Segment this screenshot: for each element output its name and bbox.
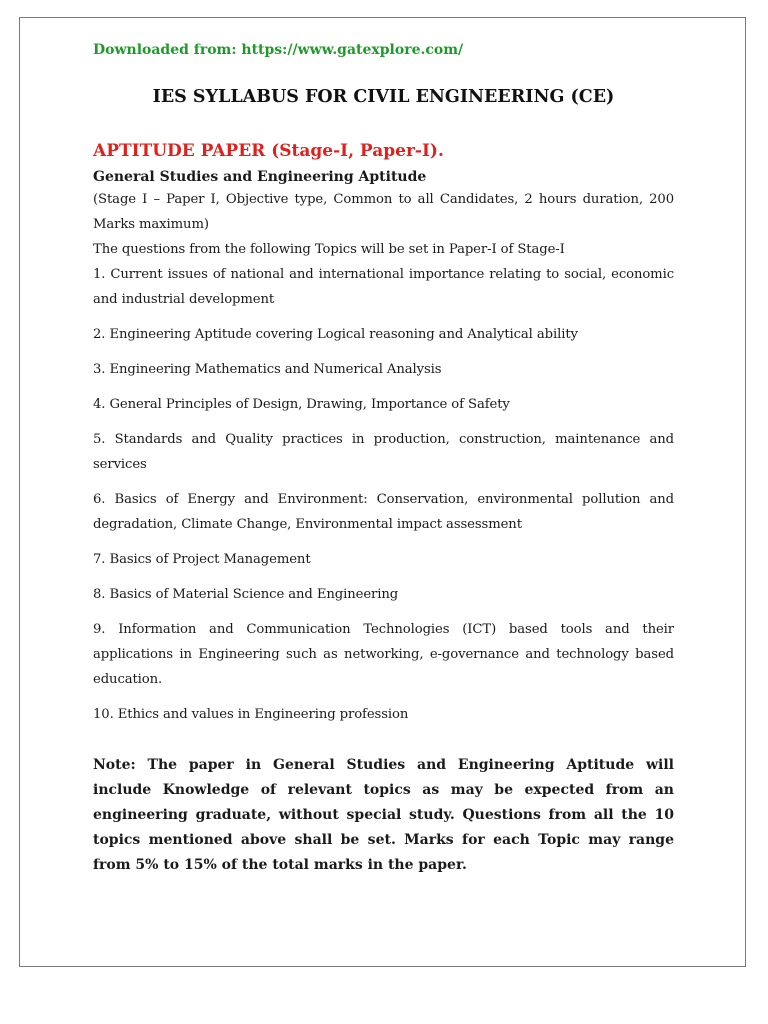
sub-heading: General Studies and Engineering Aptitude xyxy=(93,169,427,185)
topic-item: 3. Engineering Mathematics and Numerical Analysis xyxy=(93,362,442,377)
topic-item: 4. General Principles of Design, Drawing, Importance of Safety xyxy=(93,397,510,412)
topic-item: 7. Basics of Project Management xyxy=(93,552,311,567)
section-heading: APTITUDE PAPER (Stage-I, Paper-I). xyxy=(93,141,444,161)
topic-item: 9. Information and Communication Technologies (ICT) based tools and their applications in Engineering such as networking, e-governance and technology based education. xyxy=(93,622,674,687)
topic-item: 10. Ethics and values in Engineering profession xyxy=(93,707,409,722)
topic-item: 5. Standards and Quality practices in production, construction, maintenance and services xyxy=(93,432,674,472)
topic-item: 1. Current issues of national and international importance relating to social, economic and industrial development xyxy=(93,267,674,307)
topic-item: 6. Basics of Energy and Environment: Conservation, environmental pollution and degradation, Climate Change, Environmental impact assessment xyxy=(93,492,674,532)
document-body xyxy=(93,40,674,878)
note-paragraph: Note: The paper in General Studies and Engineering Aptitude will include Knowledge of relevant topics as may be expected from an engineering graduate, without special study. Questions from all the 10 topics mentioned above shall be set. Marks for each Topic may range from 5% to 15% of the total marks in the paper. xyxy=(93,757,674,873)
paper-details: (Stage I – Paper I, Objective type, Common to all Candidates, 2 hours duration, 200 Marks maximum) xyxy=(93,192,674,232)
downloaded-from-link[interactable]: Downloaded from: https://www.gatexplore.com/ xyxy=(93,42,464,58)
topic-item: 8. Basics of Material Science and Engineering xyxy=(93,587,399,602)
document-title: IES SYLLABUS FOR CIVIL ENGINEERING (CE) xyxy=(152,87,615,107)
topic-list xyxy=(93,262,674,727)
topic-item: 2. Engineering Aptitude covering Logical reasoning and Analytical ability xyxy=(93,327,578,342)
topics-intro: The questions from the following Topics will be set in Paper-I of Stage-I xyxy=(93,242,565,257)
